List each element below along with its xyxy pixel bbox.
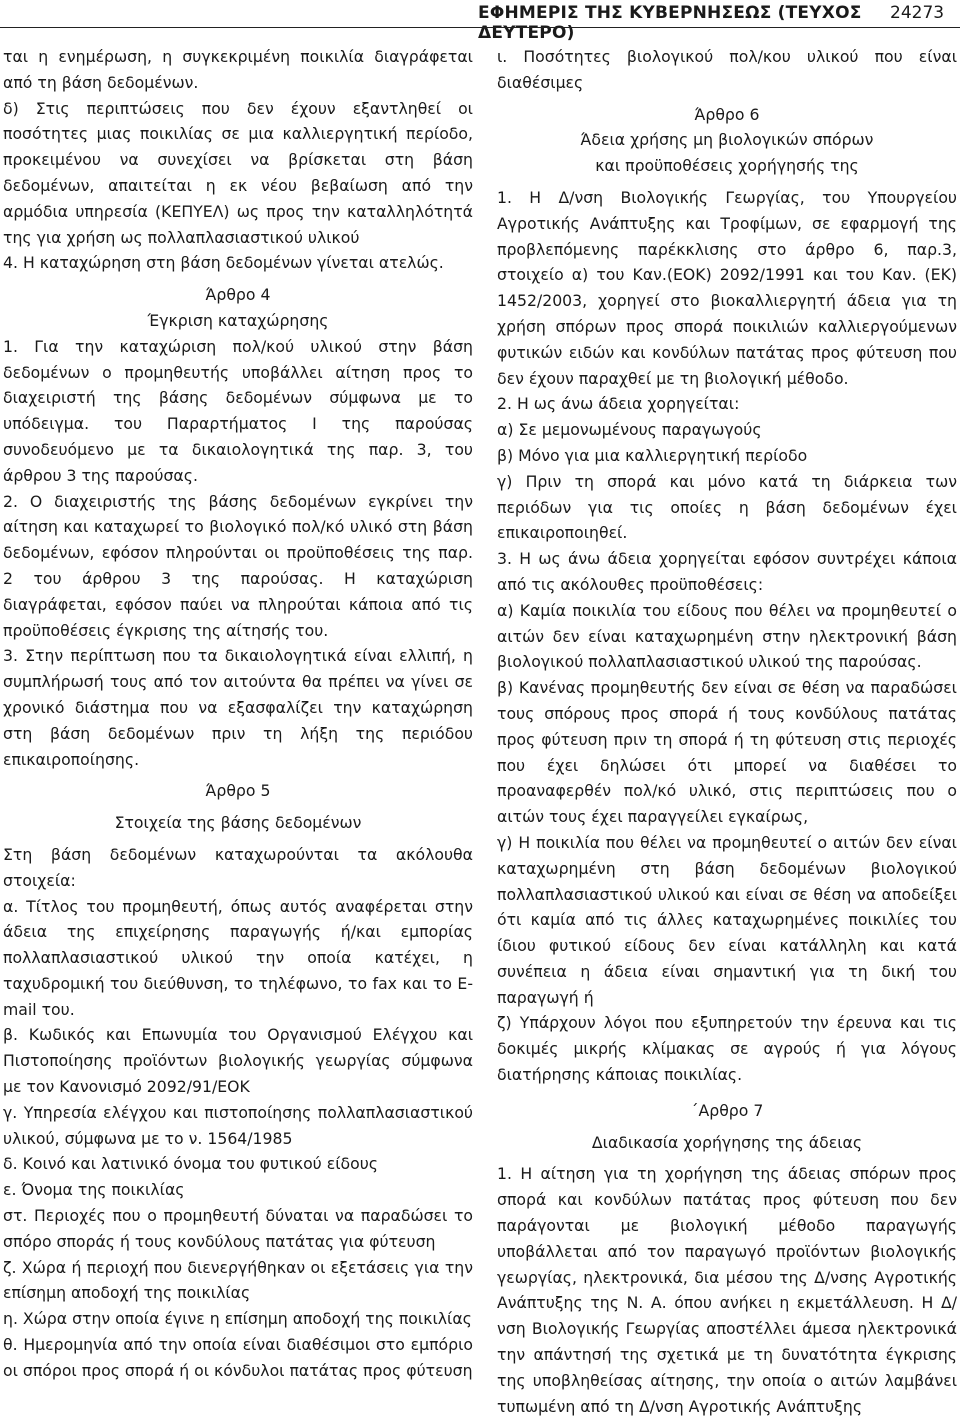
left-column: [3, 44, 473, 1384]
paragraph: στ. Περιοχές που ο προμηθευτή δύναται να παραδώσει το σπόρο σποράς ή τους κονδύλους πατάτας για φύτευση: [3, 1206, 473, 1251]
article-heading: Άρθρο 6: [694, 104, 760, 124]
article-subheading: Έγκριση καταχώρησης: [147, 310, 329, 330]
paragraph: 1. Η Δ/νση Βιολογικής Γεωργίας, του Υπουργείου Αγροτικής Ανάπτυξης και Τροφίμων, σε εφαρμογή της προβλεπόμενης παρέκκλισης στο άρθρο 6, παρ.3, στοιχείο α) του Καν.(ΕΟΚ) 2092/1991 και του Καν. (ΕΚ) 1452/2003, χορηγεί στο βιοκαλλιεργητή άδεια για τη χρήση σπόρων προς σπορά ποικιλιών καλλιεργούμενων φυτικών ειδών και κονδύλων πατάτας προς φύτευση που δεν έχουν παραχθεί με τη βιολογική μέθοδο.: [497, 187, 957, 388]
article-subheading: και προϋποθέσεις χορήγησής της: [595, 156, 859, 176]
article-heading: ΄Αρθρο 7: [690, 1100, 764, 1120]
paragraph: 3. Η ως άνω άδεια χορηγείται εφόσον συντρέχει κάποια από τις ακόλουθες προϋποθέσεις:: [497, 549, 957, 594]
paragraph: γ. Υπηρεσία ελέγχου και πιστοποίησης πολλαπλασιαστικού υλικού, σύμφωνα με το ν. 1564/1985: [3, 1102, 473, 1148]
header-divider: [0, 27, 960, 28]
paragraph: 1. Για την καταχώριση πολ/κού υλικού στην βάση δεδομένων ο προμηθευτής υποβάλλει αίτηση προς το διαχειριστή της βάσης δεδομένων σύμφωνα με το υπόδειγμα. του Παραρτήματος Ι της παρούσας συνοδευόμενο με τα δικαιολογητικά της παρ. 3, του άρθρου 3 της παρούσας.: [3, 336, 473, 485]
paragraph: α) Καμία ποικιλία του είδους που θέλει να προμηθευτεί ο αιτών δεν είναι καταχωρημένη στην ηλεκτρονική βάση βιολογικού πολλαπλασιαστικού υλικού της παρούσας.: [497, 600, 957, 672]
paragraph: α) Σε μεμονωμένους παραγωγούς: [497, 420, 762, 440]
article-heading: Άρθρο 4: [205, 285, 271, 305]
article-heading: Άρθρο 5: [205, 781, 271, 801]
paragraph: ζ. Χώρα ή περιοχή που διενεργήθηκαν οι εξετάσεις για την επίσημη αποδοχή της ποικιλίας: [3, 1257, 473, 1303]
paragraph: 4. Η καταχώρηση στη βάση δεδομένων γίνεται ατελώς.: [3, 253, 444, 273]
paragraph: γ) Η ποικιλία που θέλει να προμηθευτεί ο αιτών δεν είναι καταχωρημένη στη βάση δεδομένων βιολογικού πολλαπλασιαστικού υλικού και είναι σε θέση να αποδείξει ότι καμία από τις άλλες καταχωρημένες ποικιλίες του ίδιου φυτικού είδους δεν είναι κατάλληλη και κατά συνέπεια η άδεια είναι σημαντική για τη δική του παραγωγή ή: [497, 832, 957, 1007]
paragraph: ζ) Υπάρχουν λόγοι που εξυπηρετούν την έρευνα και τις δοκιμές μικρής κλίμακας σε αγρούς ή για λόγους διατήρησης κάποιας ποικιλίας.: [497, 1013, 957, 1085]
page-number: 24273: [890, 3, 945, 23]
article-subheading: Στοιχεία της βάσης δεδομένων: [114, 813, 362, 833]
paragraph: 1. Η αίτηση για τη χορήγηση της άδειας σπόρων προς σπορά και κονδύλων πατάτας προς φύτευση που δεν παράγονται με βιολογική μέθοδο παραγωγής υποβάλλεται από τον παραγωγό προϊόντων βιολογικής γεωργίας, ηλεκτρονικά, δια μέσου της Δ/νσης Αγροτικής Ανάπτυξης της Ν. Α. όπου ανήκει η εκμετάλλευση. Η Δ/νση Βιολογικής Γεωργίας αποστέλλει άμεσα ηλεκτρονικά την απάντησή της σχετικά με τη δυνατότητα έγκρισης της υποβληθείσας αίτησης, την οποία ο αιτών λαμβάνει τυπωμένη από τη Δ/νση Αγροτικής Ανάπτυξης: [497, 1164, 957, 1416]
article-subheading: Άδεια χρήσης μη βιολογικών σπόρων: [580, 130, 874, 150]
paragraph: η. Χώρα στην οποία έγινε η επίσημη αποδοχή της ποικιλίας: [3, 1309, 472, 1329]
paragraph: Στη βάση δεδομένων καταχωρούνται τα ακόλουθα στοιχεία:: [3, 844, 473, 890]
paragraph: β) Κανένας προμηθευτής δεν είναι σε θέση να παραδώσει τους σπόρους προς σπορά ή τους κονδύλους πατάτας προς φύτευση πριν τη σπορά ή τη φύτευση στις περιοχές που έχει δηλώσει ότι μπορεί να διαθέσει το προαναφερθέν πολ/κό υλικό, στις περιπτώσεις που ο αιτών τους έχει παραγγείλει εγκαίρως,: [497, 678, 957, 827]
paragraph: 3. Στην περίπτωση που τα δικαιολογητικά είναι ελλιπή, η συμπλήρωσή τους από τον αιτούντα θα πρέπει να γίνει σε χρονικό διάστημα που να εξασφαλίζει την καταχώρηση στη βάση δεδομένων πριν τη λήξη της περιόδου επικαιροποίησης.: [3, 646, 473, 769]
paragraph: 2. Η ως άνω άδεια χορηγείται:: [497, 394, 740, 414]
paragraph: α. Τίτλος του προμηθευτή, όπως αυτός αναφέρεται στην άδεια της επιχείρησης παραγωγής ή/και εμπορίας πολλαπλασιαστικού υλικού την οποία κατέχει, η ταχυδρομική του διεύθυνση, το τηλέφωνο, το fax και το E-mail του.: [3, 896, 473, 1019]
paragraph: β) Μόνο για μια καλλιεργητική περίοδο: [497, 445, 808, 465]
paragraph: 2. Ο διαχειριστής της βάσης δεδομένων εγκρίνει την αίτηση και καταχωρεί το βιολογικό πολ/κό υλικό στη βάση δεδομένων, εφόσον πληρούνται οι προϋποθέσεις της παρ. 2 του άρθρου 3 της παρούσας. Η καταχώριση διαγράφεται, εφόσον παύει να πληρούται κάποια από τις προϋποθέσεις έγκρισης της αίτησής του.: [3, 491, 473, 640]
paragraph: ται η ενημέρωση, η συγκεκριμένη ποικιλία διαγράφεται από τη βάση δεδομένων.: [3, 47, 473, 92]
gazette-title: ΕΦΗΜΕΡΙΣ ΤΗΣ ΚΥΒΕΡΝΗΣΕΩΣ (ΤΕΥΧΟΣ ΔΕΥΤΕΡΟ): [478, 3, 862, 43]
page-header: [0, 0, 960, 43]
paragraph: δ) Στις περιπτώσεις που δεν έχουν εξαντληθεί οι ποσότητες μιας ποικιλίας σε μια καλλιεργητική περίοδο, προκειμένου να συνεχίσει να βρίσκεται στη βάση δεδομένων, απαιτείται η εκ νέου βεβαίωση από την αρμόδια υπηρεσία (ΚΕΠΥΕΛ) ως προς την καταλληλότητά της για χρήση ως πολλαπλασιαστικού υλικού: [3, 98, 473, 247]
right-column: [497, 44, 957, 1419]
paragraph: ε. Όνομα της ποικιλίας: [3, 1180, 185, 1200]
paragraph: β. Κωδικός και Επωνυμία του Οργανισμού Ελέγχου και Πιστοποίησης προϊόντων βιολογικής γεωργίας σύμφωνα με τον Κανονισμό 2092/91/ΕΟΚ: [3, 1025, 473, 1097]
paragraph: θ. Ημερομηνία από την οποία είναι διαθέσιμοι στο εμπόριο οι σπόροι προς σπορά ή οι κόνδυλοι πατάτας προς φύτευση: [3, 1335, 473, 1380]
paragraph: γ) Πριν τη σπορά και μόνο κατά τη διάρκεια των περιόδων για τις οποίες η βάση δεδομένων έχει επικαιροποιηθεί.: [497, 471, 957, 543]
article-subheading: Διαδικασία χορήγησης της άδειας: [591, 1132, 863, 1152]
paragraph: ι. Ποσότητες βιολογικού πολ/κου υλικού που είναι διαθέσιμες: [497, 47, 957, 92]
paragraph: δ. Κοινό και λατινικό όνομα του φυτικού είδους: [3, 1154, 378, 1174]
